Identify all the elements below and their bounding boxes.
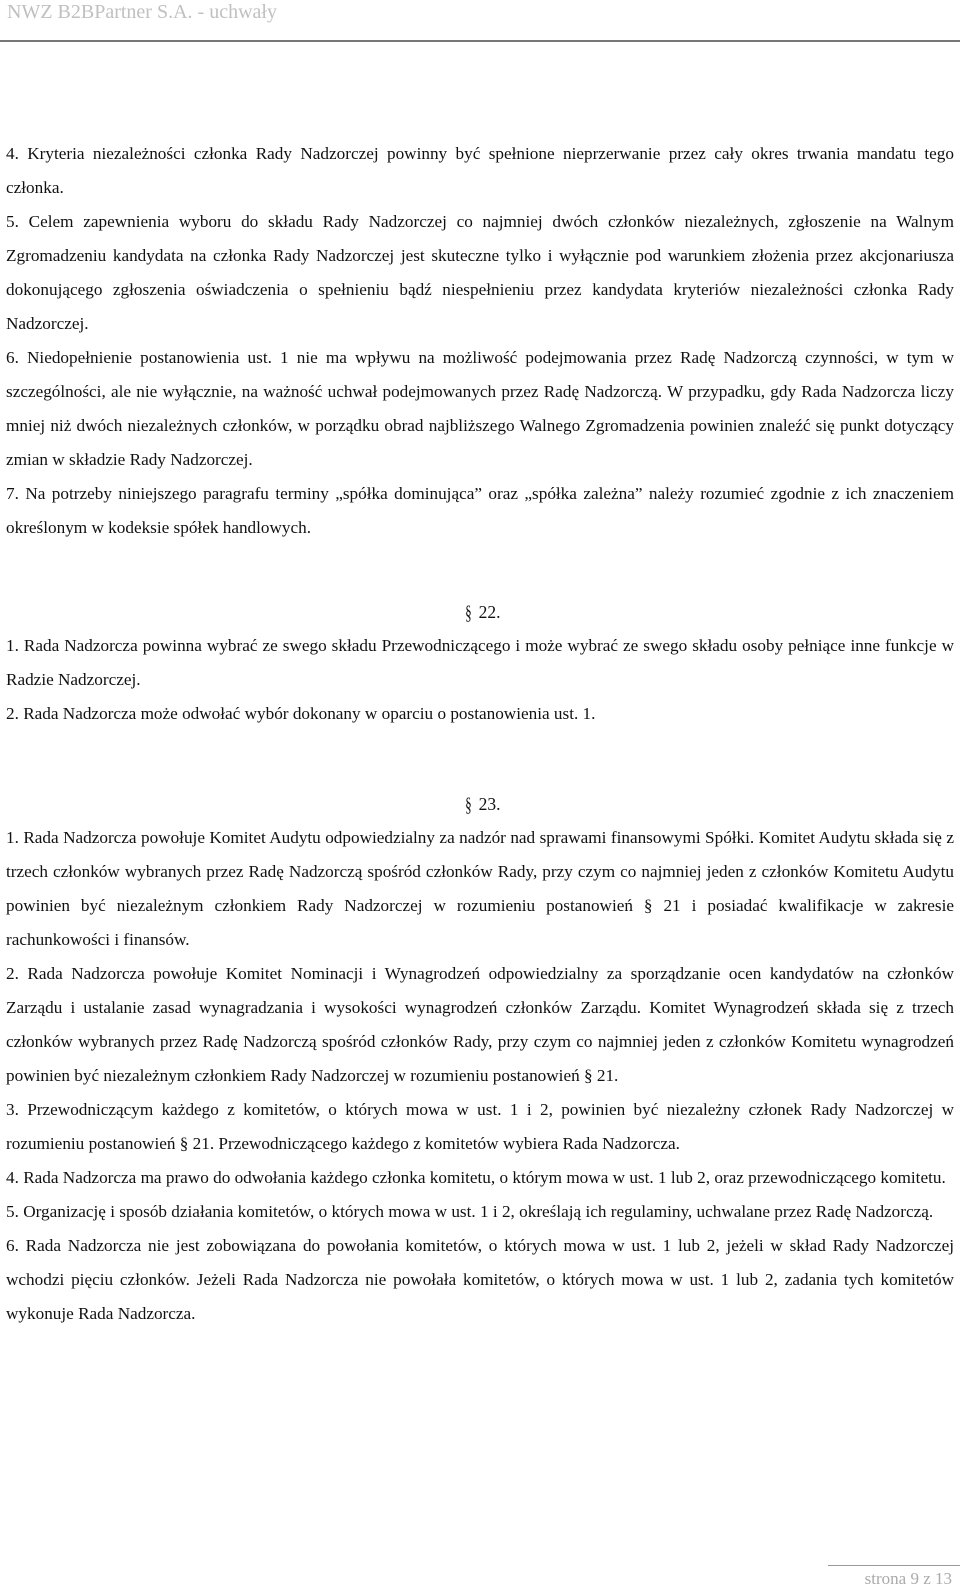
paragraph-7: 7. Na potrzeby niniejszego paragrafu terminy „spółka dominująca” oraz „spółka zależna” należy rozumieć zgodnie z ich znaczeniem określonym w kodeksie spółek handlowych. bbox=[6, 484, 954, 537]
section-sign-icon: § bbox=[464, 792, 472, 816]
section-number: 23. bbox=[478, 794, 501, 814]
s22-paragraph-1: 1. Rada Nadzorcza powinna wybrać ze swego składu Przewodniczącego i może wybrać ze swego składu osoby pełniące inne funkcje w Radzie Nadzorczej. bbox=[6, 636, 954, 689]
section-number: 22. bbox=[478, 602, 501, 622]
spacer bbox=[6, 545, 954, 595]
footer-divider bbox=[828, 1565, 960, 1566]
s23-paragraph-4: 4. Rada Nadzorcza ma prawo do odwołania każdego członka komitetu, o którym mowa w ust. 1 lub 2, oraz przewodniczącego komitetu. bbox=[6, 1168, 946, 1187]
s23-paragraph-6: 6. Rada Nadzorcza nie jest zobowiązana do powołania komitetów, o których mowa w ust. 1 lub 2, jeżeli w skład Rady Nadzorczej wchodzi pięciu członków. Jeżeli Rada Nadzorcza nie powołała komitetów, o których mowa w ust. 1 lub 2, zadania tych komitetów wykonuje Rada Nadzorcza. bbox=[6, 1236, 954, 1323]
paragraph-6: 6. Niedopełnienie postanowienia ust. 1 nie ma wpływu na możliwość podejmowania przez Radę Nadzorczą czynności, w tym w szczególności, ale nie wyłącznie, na ważność uchwał podejmowanych przez Radę Nadzorczą. W przypadku, gdy Rada Nadzorcza liczy mniej niż dwóch niezależnych członków, w porządku obrad najbliższego Walnego Zgromadzenia powinien znaleźć się punkt dotyczący zmian w składzie Rady Nadzorczej. bbox=[6, 348, 954, 469]
header-divider bbox=[0, 40, 960, 42]
s22-paragraph-2: 2. Rada Nadzorcza może odwołać wybór dokonany w oparciu o postanowienia ust. 1. bbox=[6, 704, 596, 723]
paragraph-4: 4. Kryteria niezależności członka Rady Nadzorczej powinny być spełnione nieprzerwanie przez cały okres trwania mandatu tego członka. bbox=[6, 144, 954, 197]
document-body bbox=[6, 137, 954, 1331]
paragraph-5: 5. Celem zapewnienia wyboru do składu Rady Nadzorczej co najmniej dwóch członków niezależnych, zgłoszenie na Walnym Zgromadzeniu kandydata na członka Rady Nadzorczej jest skuteczne tylko i wyłącznie pod warunkiem złożenia przez akcjonariusza dokonującego zgłoszenia oświadczenia o spełnieniu bądź niespełnieniu przez kandydata kryteriów niezależności członka Rady Nadzorczej. bbox=[6, 212, 954, 333]
s23-paragraph-2: 2. Rada Nadzorcza powołuje Komitet Nominacji i Wynagrodzeń odpowiedzialny za sporządzanie ocen kandydatów na członków Zarządu i ustalanie zasad wynagradzania i wysokości wynagrodzeń członków Zarządu. Komitet Wynagrodzeń składa się z trzech członków wybranych przez Radę Nadzorczą spośród członków Rady, przy czym co najmniej jeden z członków Komitetu wynagrodzeń powinien być niezależnym członkiem Rady Nadzorczej w rozumieniu postanowień § 21. bbox=[6, 964, 954, 1085]
document-header-title: NWZ B2BPartner S.A. - uchwały bbox=[7, 1, 277, 23]
spacer bbox=[6, 731, 954, 787]
page-number: strona 9 z 13 bbox=[864, 1569, 952, 1588]
s23-paragraph-5: 5. Organizację i sposób działania komitetów, o których mowa w ust. 1 i 2, określają ich regulaminy, uchwalane przez Radę Nadzorczą. bbox=[6, 1202, 934, 1221]
section-sign-icon: § bbox=[464, 600, 472, 624]
section-heading-23 bbox=[6, 787, 954, 821]
s23-paragraph-3: 3. Przewodniczącym każdego z komitetów, o których mowa w ust. 1 i 2, powinien być niezależny członek Rady Nadzorczej w rozumieniu postanowień § 21. Przewodniczącego każdego z komitetów wybiera Rada Nadzorcza. bbox=[6, 1100, 954, 1153]
section-heading-22 bbox=[6, 595, 954, 629]
s23-paragraph-1: 1. Rada Nadzorcza powołuje Komitet Audytu odpowiedzialny za nadzór nad sprawami finansowymi Spółki. Komitet Audytu składa się z trzech członków wybranych przez Radę Nadzorczą spośród członków Rady, przy czym co najmniej jeden z członków Komitetu Audytu powinien być niezależnym członkiem Rady Nadzorczej w rozumieniu postanowień § 21 i posiadać kwalifikacje w zakresie rachunkowości i finansów. bbox=[6, 828, 954, 949]
